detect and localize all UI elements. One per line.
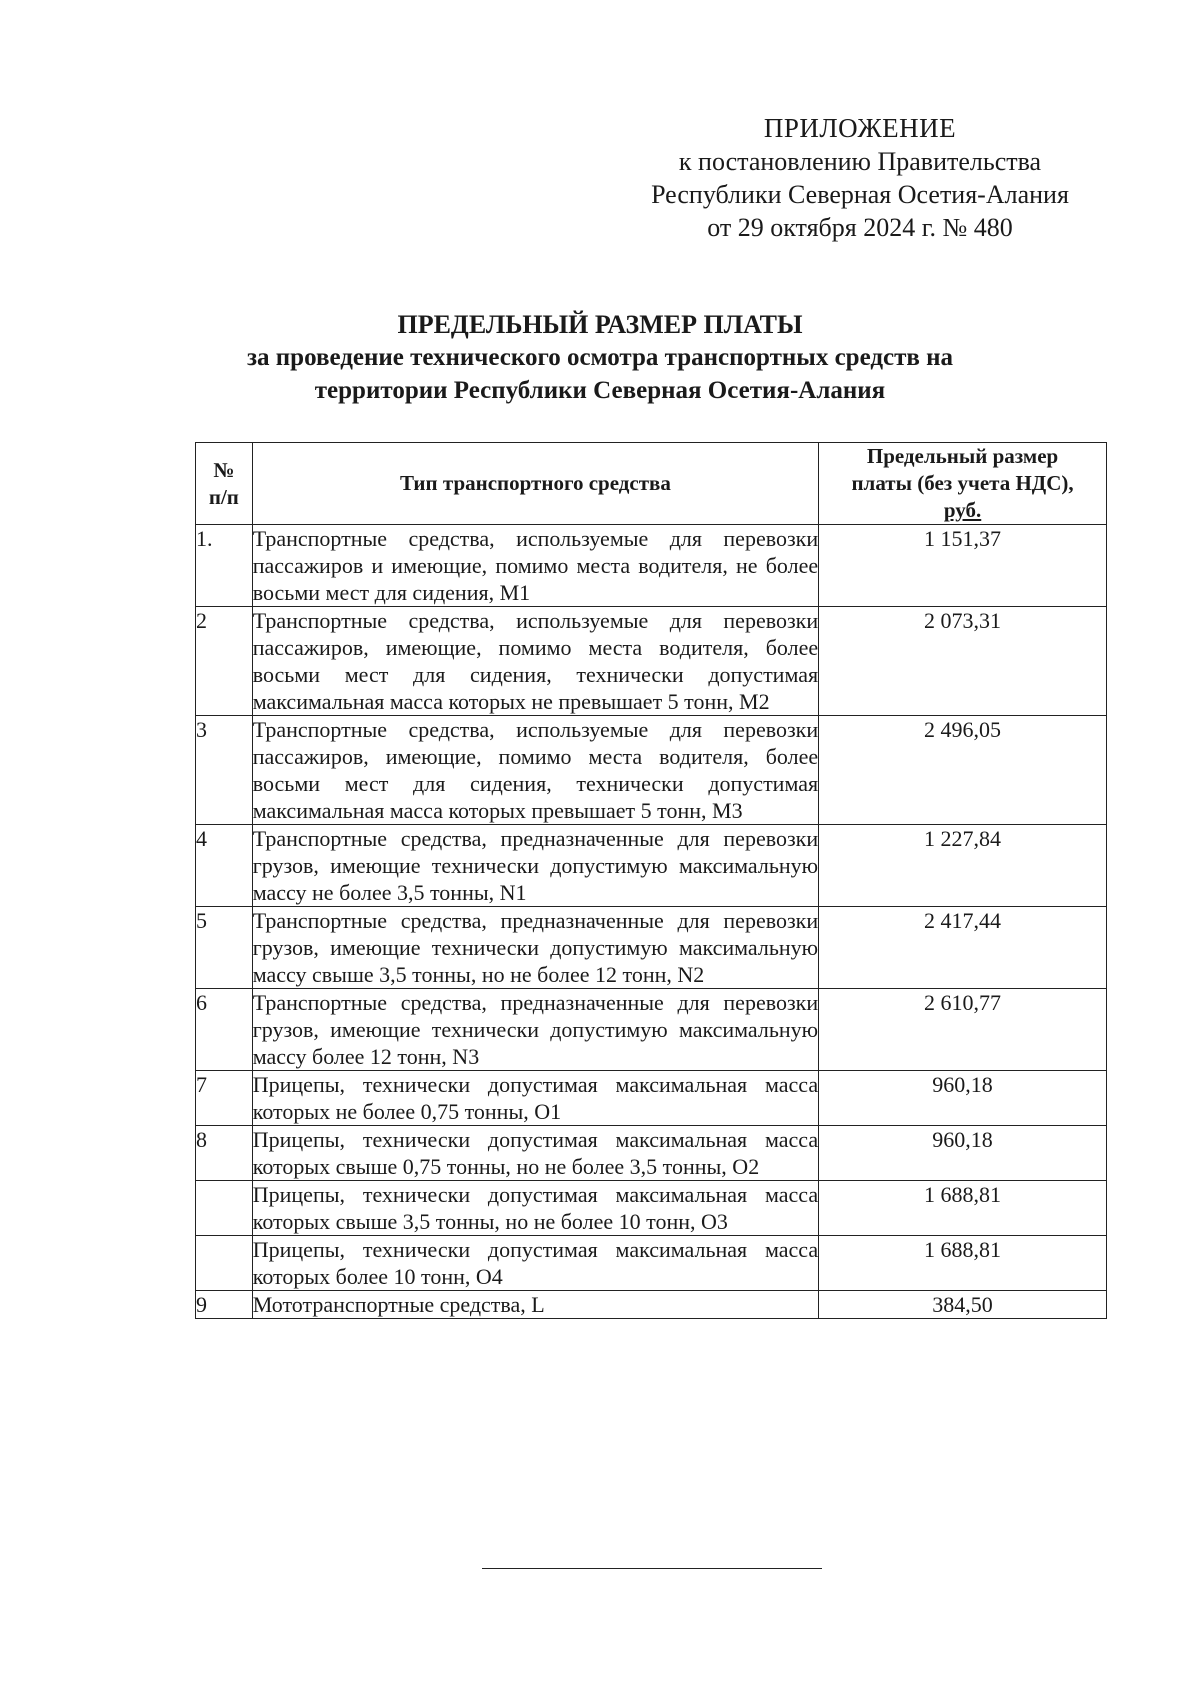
row-fee: 1 688,81 bbox=[819, 1236, 1107, 1291]
row-fee: 960,18 bbox=[819, 1071, 1107, 1126]
table-row bbox=[196, 907, 1107, 989]
row-number: 5 bbox=[196, 907, 253, 989]
row-number: 3 bbox=[196, 716, 253, 825]
header-price-line-1: Предельный размер bbox=[866, 444, 1059, 468]
row-vehicle-type: Прицепы, технически допустимая максимальная масса которых более 10 тонн, O4 bbox=[252, 1237, 819, 1289]
closing-divider bbox=[482, 1568, 822, 1569]
row-number bbox=[196, 1181, 253, 1236]
row-number bbox=[196, 1236, 253, 1291]
appendix-line-2: Республики Северная Осетия-Алания bbox=[651, 180, 1069, 209]
document-title bbox=[100, 308, 1100, 407]
appendix-line-3: от 29 октября 2024 г. № 480 bbox=[707, 213, 1013, 242]
row-vehicle-type: Транспортные средства, используемые для перевозки пассажиров, имеющие, помимо места водителя, более восьми мест для сидения, технически допустимая максимальная масса которых превышает 5 тонн, M3 bbox=[252, 717, 819, 823]
row-vehicle-type: Транспортные средства, предназначенные для перевозки грузов, имеющие технически допустимую максимальную массу свыше 3,5 тонны, но не более 12 тонн, N2 bbox=[252, 908, 819, 987]
appendix-line-1: к постановлению Правительства bbox=[678, 147, 1042, 176]
appendix-heading: ПРИЛОЖЕНИЕ bbox=[763, 113, 957, 143]
row-vehicle-type: Прицепы, технически допустимая максимальная масса которых не более 0,75 тонны, O1 bbox=[252, 1072, 819, 1124]
row-fee: 2 496,05 bbox=[819, 716, 1107, 825]
header-number-line-1: № bbox=[213, 457, 235, 482]
header-vehicle-type: Тип транспортного средства bbox=[252, 443, 818, 525]
row-number: 7 bbox=[196, 1071, 253, 1126]
row-vehicle-type: Прицепы, технически допустимая максимальная масса которых свыше 3,5 тонны, но не более 10 тонн, O3 bbox=[252, 1182, 819, 1234]
table-row bbox=[196, 607, 1107, 716]
table-row bbox=[196, 1236, 1107, 1291]
row-number: 4 bbox=[196, 825, 253, 907]
row-vehicle-type: Транспортные средства, используемые для перевозки пассажиров и имеющие, помимо места водителя, не более восьми мест для сидения, M1 bbox=[252, 526, 819, 605]
table-row bbox=[196, 716, 1107, 825]
table-row bbox=[196, 825, 1107, 907]
header-price-line-2: платы (без учета НДС), bbox=[851, 471, 1074, 495]
header-number bbox=[196, 443, 253, 525]
title-line-1: ПРЕДЕЛЬНЫЙ РАЗМЕР ПЛАТЫ bbox=[397, 310, 803, 339]
row-fee: 1 151,37 bbox=[819, 525, 1107, 607]
table-row bbox=[196, 1181, 1107, 1236]
row-fee: 2 610,77 bbox=[819, 989, 1107, 1071]
title-line-2: за проведение технического осмотра транспортных средств на bbox=[246, 344, 954, 371]
header-max-fee bbox=[819, 443, 1107, 525]
row-fee: 1 688,81 bbox=[819, 1181, 1107, 1236]
table-header-row bbox=[196, 443, 1107, 525]
row-number: 1. bbox=[196, 525, 253, 607]
row-number: 6 bbox=[196, 989, 253, 1071]
row-number: 2 bbox=[196, 607, 253, 716]
row-number: 8 bbox=[196, 1126, 253, 1181]
row-fee: 2 417,44 bbox=[819, 907, 1107, 989]
row-vehicle-type: Транспортные средства, предназначенные для перевозки грузов, имеющие технически допустимую максимальную массу более 12 тонн, N3 bbox=[252, 990, 819, 1069]
row-vehicle-type: Транспортные средства, используемые для перевозки пассажиров, имеющие, помимо места водителя, более восьми мест для сидения, технически допустимая максимальная масса которых не превышает 5 тонн, M2 bbox=[252, 608, 819, 714]
row-fee: 960,18 bbox=[819, 1126, 1107, 1181]
table-row bbox=[196, 1126, 1107, 1181]
table-row bbox=[196, 1071, 1107, 1126]
table-row bbox=[196, 989, 1107, 1071]
row-fee: 1 227,84 bbox=[819, 825, 1107, 907]
row-number: 9 bbox=[196, 1291, 253, 1319]
header-price-line-3: руб. bbox=[943, 498, 982, 522]
row-vehicle-type: Прицепы, технически допустимая максимальная масса которых свыше 0,75 тонны, но не более 3,5 тонны, O2 bbox=[252, 1127, 819, 1179]
row-fee: 384,50 bbox=[819, 1291, 1107, 1319]
row-vehicle-type: Транспортные средства, предназначенные для перевозки грузов, имеющие технически допустимую максимальную массу не более 3,5 тонны, N1 bbox=[252, 826, 819, 905]
row-vehicle-type: Мототранспортные средства, L bbox=[252, 1291, 818, 1319]
header-number-line-2: п/п bbox=[208, 484, 239, 509]
table-row bbox=[196, 1291, 1107, 1319]
title-line-3: территории Республики Северная Осетия-Алания bbox=[314, 377, 886, 404]
row-fee: 2 073,31 bbox=[819, 607, 1107, 716]
table-row bbox=[196, 525, 1107, 607]
fee-table bbox=[195, 442, 1107, 1319]
appendix-block bbox=[640, 112, 1080, 244]
